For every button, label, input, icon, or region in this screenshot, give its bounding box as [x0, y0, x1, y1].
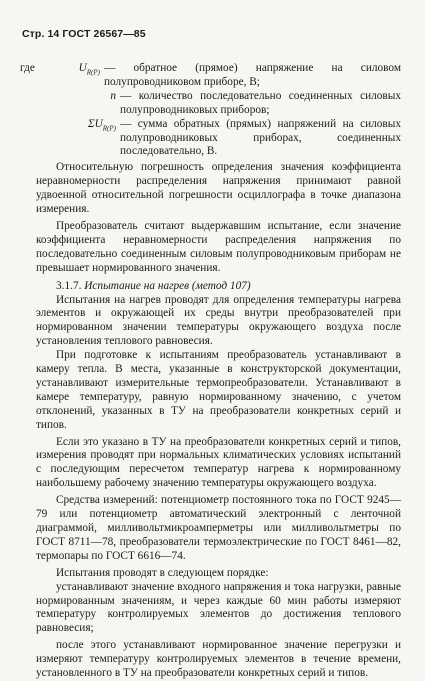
paragraph: Если это указано в ТУ на преобразователи конкретных серий и типов, измерения проводят при нормальных климатических условиях испытаний с последующим пересчетом температур нагрева к нормированному наибольшему рабочему значению температуры окружающего воздуха. [36, 435, 401, 490]
paragraph: Испытания на нагрев проводят для определения температуры нагрева элементов и окружающей их среды внутри преобразователей при нормированном значении температуры окружающего воздуха после установления теплового равновесия. [36, 293, 401, 348]
document-body [20, 62, 401, 681]
definition-text: — сумма обратных (прямых) напряжений на силовых полупроводниковых приборах, соединенных последовательно, В. [120, 117, 401, 158]
paragraph: устанавливают значение входного напряжения и тока нагрузки, равные нормированным значениям, и через каждые 60 мин работы измеряют температуру контролируемых элементов до достижения теплового равновесия; [36, 580, 401, 635]
definition-symbol: n [110, 89, 116, 102]
symbol-definitions [20, 62, 401, 159]
paragraph: Испытания проводят в следующем порядке: [56, 566, 269, 579]
definition-row [36, 90, 401, 118]
paragraph: после этого устанавливают нормированное значение перегрузки и измеряют температуру контролируемых элементов в течение времени, установленного в ТУ на преобразователи конкретных серий и типов. [36, 639, 401, 680]
definition-lead: где [20, 62, 35, 74]
definition-symbol: $U_{R(P)}$ [78, 62, 100, 77]
paragraph: Преобразователь считают выдержавшим испытание, если значение коэффициента неравномерности распределения напряжения по последовательно соединенным силовым полупроводниковым приборам не превышает нормированного значения. [36, 219, 401, 274]
definition-symbol: $\Sigma U_{R(P)}$ [87, 117, 116, 132]
section-title: Испытание на нагрев (метод 107) [84, 279, 251, 292]
definition-row [36, 118, 401, 160]
paragraph: При подготовке к испытаниям преобразователь устанавливают в камеру тепла. В места, указанные в конструкторской документации, устанавливают измерительные термопреобразователи. Устанавливают в камере температуру, равную нормированному значению, с учетом отклонений, указанных в ТУ на преобразователи конкретных серий и типов. [36, 349, 401, 431]
page-header: Стр. 14 ГОСТ 26567—85 [22, 28, 146, 40]
section-heading [36, 280, 401, 294]
paragraph: Средства измерений: потенциометр постоянного тока по ГОСТ 9245—79 или потенциометр автоматический электронный с ленточной диаграммой, милливольтмикроамперметры или милливольтметры по ГОСТ 8711—78, преобразователи термоэлектрические по ГОСТ 8461—82, термопары по ГОСТ 6616—74. [36, 494, 401, 562]
paragraph: Относительную погрешность определения значения коэффициента неравномерности распределения напряжения принимают равной удвоенной относительной погрешности осциллографа в точке диапазона измерения. [36, 161, 401, 216]
definition-row [20, 62, 401, 90]
definition-text: — количество последовательно соединенных силовых полупроводниковых приборов; [120, 89, 401, 116]
section-number: 3.1.7. [56, 279, 82, 292]
definition-text: — обратное (прямое) напряжение на силовом полупроводниковом приборе, В; [104, 62, 401, 88]
